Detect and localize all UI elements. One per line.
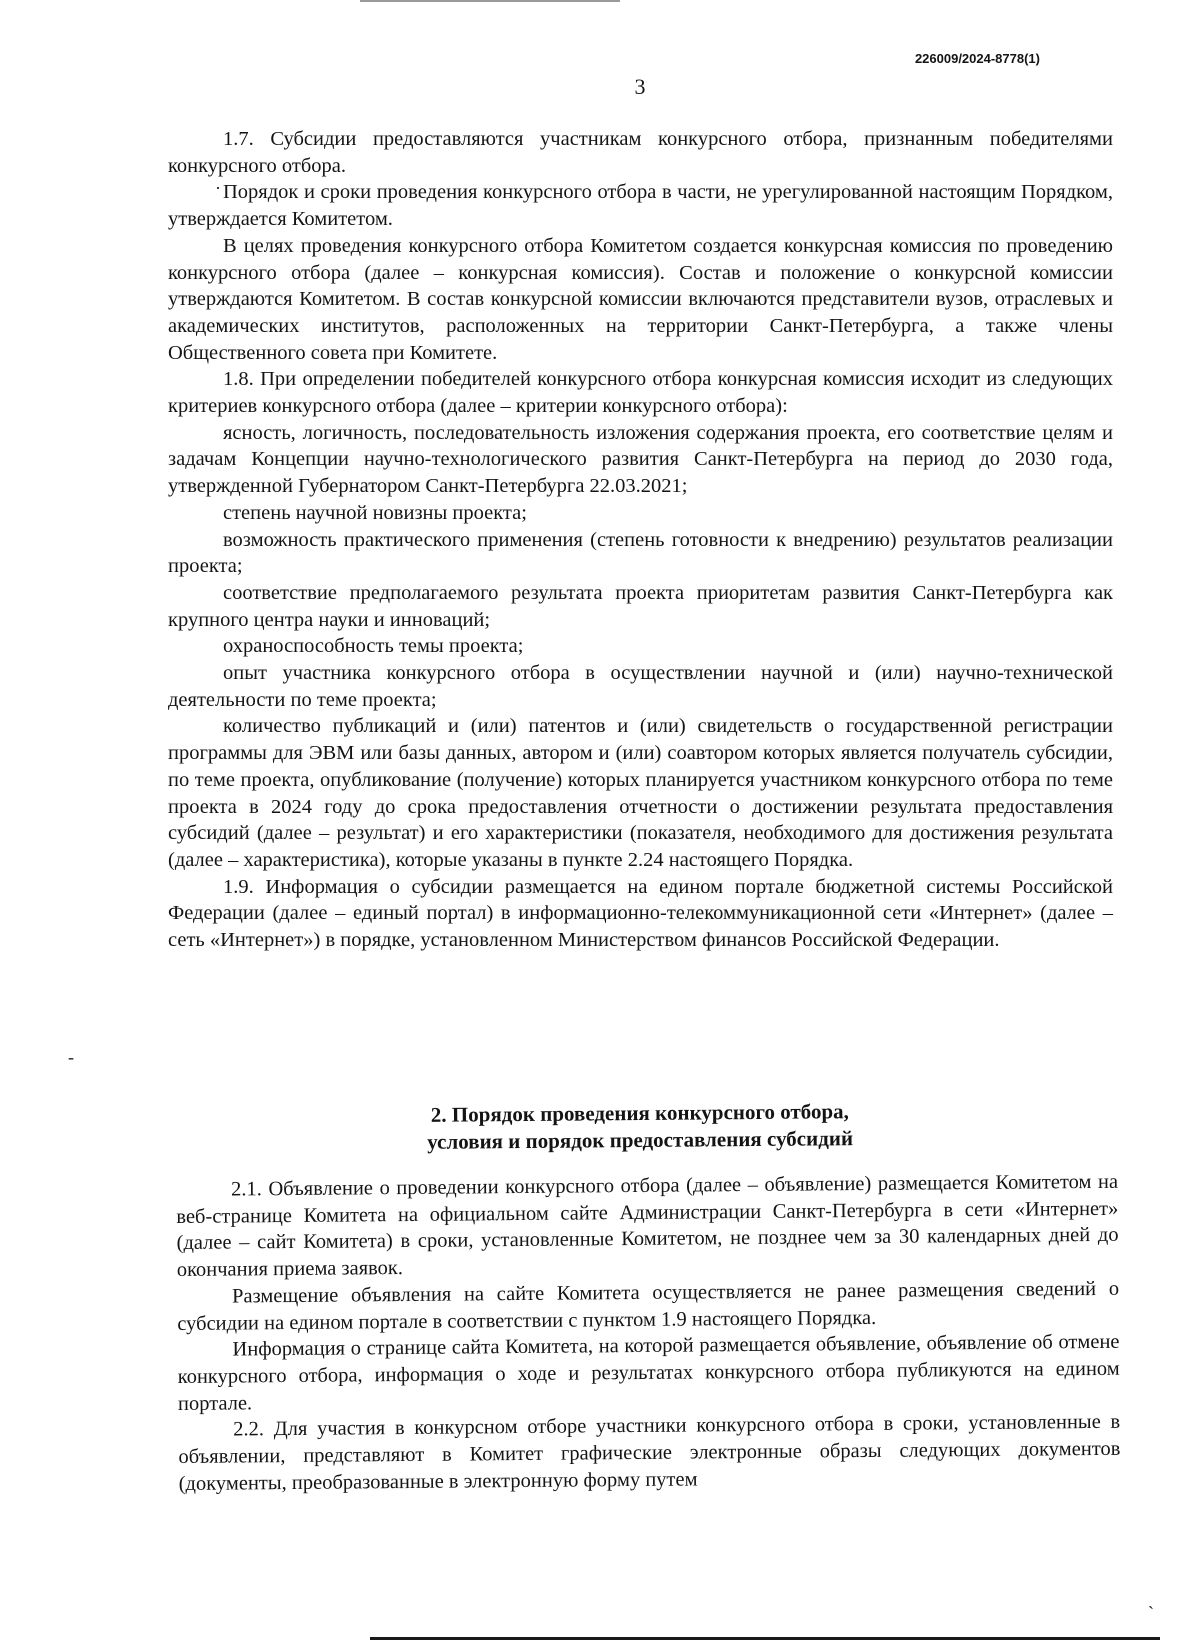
paragraph-commission: В целях проведения конкурсного отбора Комитетом создается конкурсная комиссия по проведению конкурсного отбора (далее – конкурсная комиссия). Состав и положение о конкурсной комиссии утверждаются Комитетом. В состав конкурсной комиссии включаются представители вузов, отраслевых и академических институтов, расположенных на территории Санкт-Петербурга, а также члены Общественного совета при Комитете. [168, 234, 1113, 364]
paragraph-1-8: 1.8. При определении победителей конкурсного отбора конкурсная комиссия исходит из следующих критериев конкурсного отбора (далее – критерии конкурсного отбора): [168, 368, 1113, 418]
paragraph-2-2: 2.2. Для участия в конкурсном отборе участники конкурсного отбора в сроки, установленные в объявлении, представляют в Комитет графические электронные образы следующих документов (документы, преобразованные в электронную форму путем [178, 1411, 1121, 1495]
criterion-protectability: охраноспособность темы проекта; [223, 635, 524, 658]
section-2-heading [0, 1094, 1200, 1159]
criterion-novelty: степень научной новизны проекта; [223, 501, 527, 524]
criterion-application: возможность практического применения (степень готовности к внедрению) результатов реализации проекта; [168, 528, 1113, 578]
scan-speck: - [68, 1047, 74, 1067]
paragraph-1-9: 1.9. Информация о субсидии размещается на едином портале бюджетной системы Российской Федерации (далее – единый портал) в информационно-телекоммуникационной сети «Интернет» (далее – сеть «Интернет») в порядке, установленном Министерством финансов Российской Федерации. [168, 875, 1113, 952]
section-1-text [168, 126, 1113, 954]
paragraph-procedure [168, 179, 1113, 232]
heading-line-1: 2. Порядок проведения конкурсного отбора, [430, 1099, 849, 1127]
paragraph-info-page: Информация о странице сайта Комитета, на которой размещается объявление, объявление об отмене конкурсного отбора, информация о ходе и результатах конкурсного отбора публикуются на едином портале. [177, 1330, 1120, 1415]
criterion-publications: количество публикаций и (или) патентов и (или) свидетельств о государственной регистрации программы для ЭВМ или базы данных, автором и (или) соавтором которых является получатель субсидии, по теме проекта, опубликование (получение) которых планируется участником конкурсного отбора по теме проекта в 2024 году до срока предоставления отчетности о достижении результата предоставления субсидий (далее – результат) и его характеристики (показателя, необходимого для достижения результата (далее – характеристика), которые указаны в пункте 2.24 настоящего Порядка. [168, 715, 1113, 871]
paragraph-placement: Размещение объявления на сайте Комитета осуществляется не ранее размещения сведений о субсидии на едином портале в соответствии с пунктом 1.9 настоящего Порядка. [177, 1277, 1120, 1335]
paragraph-1-7: 1.7. Субсидии предоставляются участникам конкурсного отбора, признанным победителями конкурсного отбора. [168, 128, 1113, 177]
scan-edge-mark-top [360, 0, 620, 2]
heading-line-2: условия и порядок предоставления субсидий [427, 1126, 854, 1154]
scan-edge-mark-bottom [370, 1637, 1160, 1640]
paragraph-procedure-text: Порядок и сроки проведения конкурсного отбора в части, не урегулированной настоящим Порядком, утверждается Комитетом. [168, 181, 1113, 231]
criterion-priorities: соответствие предполагаемого результата проекта приоритетам развития Санкт-Петербурга как крупного центра науки и инноваций; [168, 581, 1113, 631]
page-number: 3 [634, 74, 646, 99]
criterion-clarity: ясность, логичность, последовательность изложения содержания проекта, его соответствие целям и задачам Концепции научно-технологического развития Санкт-Петербурга на период до 2030 года, утвержденной Губернатором Санкт-Петербурга 22.03.2021; [168, 421, 1113, 498]
bullet-mark: · [215, 178, 221, 199]
scan-speck-bottom: ` [1148, 1603, 1154, 1623]
criterion-experience: опыт участника конкурсного отбора в осуществлении научной и (или) научно-технической деятельности по теме проекта; [168, 662, 1113, 711]
document-number: 226009/2024-8778(1) [914, 51, 1040, 66]
section-2-text [176, 1169, 1121, 1498]
paragraph-2-1: 2.1. Объявление о проведении конкурсного отбора (далее – объявление) размещается Комитетом на веб-странице Комитета на официальном сайте Администрации Санкт-Петербурга в сети «Интернет» (далее – сайт Комитета) в сроки, установленные Комитетом, не позднее чем за 30 календарных дней до окончания приема заявок. [176, 1170, 1119, 1282]
